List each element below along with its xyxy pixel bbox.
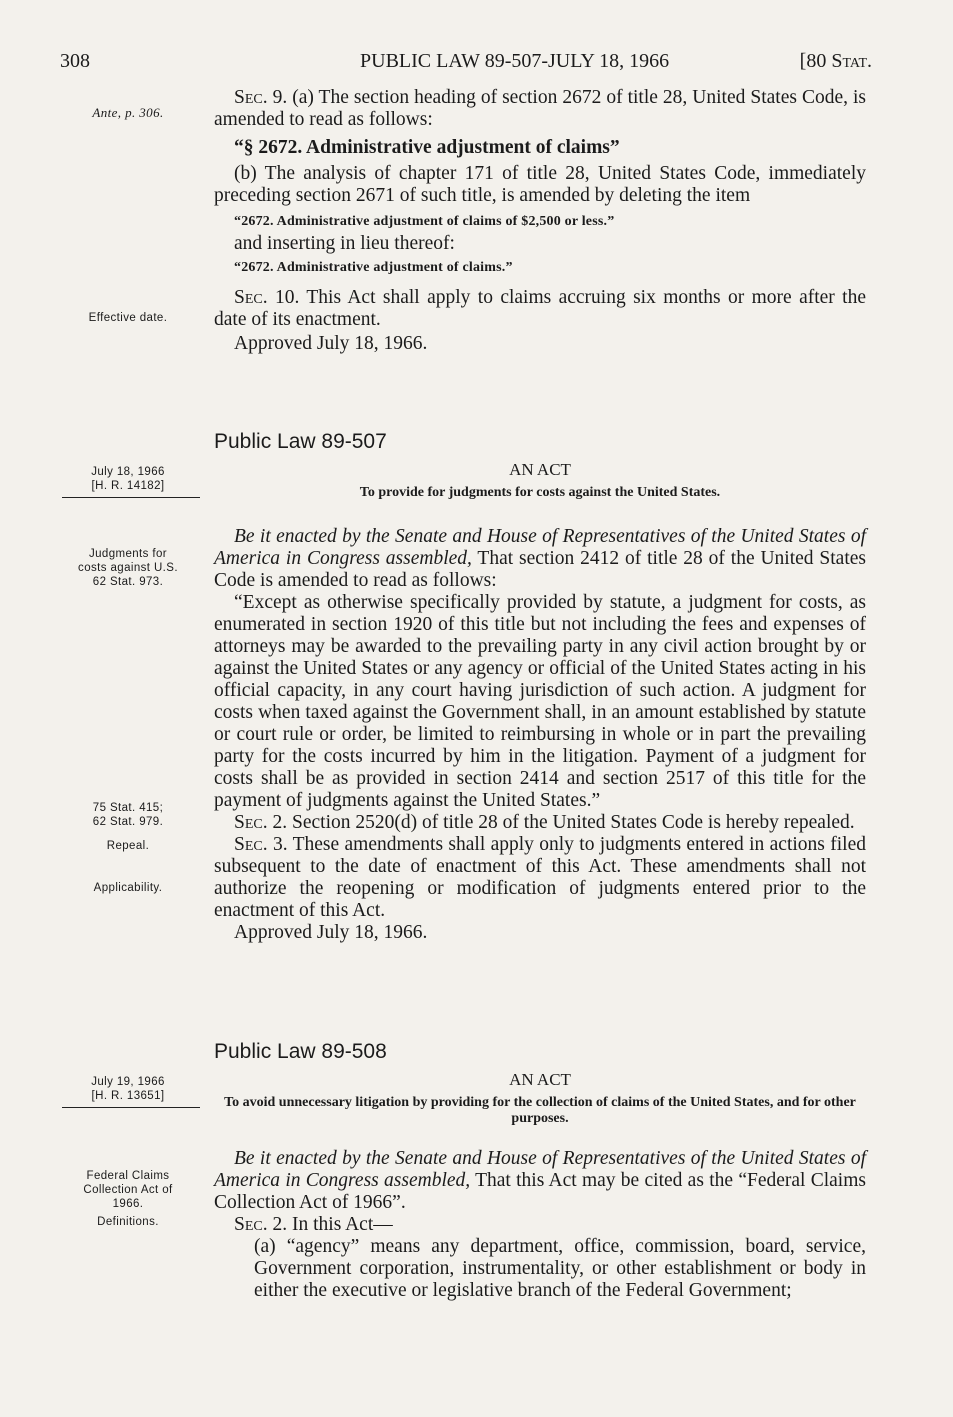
- margin-note-pl508-bill: [H. R. 13651]: [91, 1090, 165, 1102]
- section-9: Sec. 9. (a) The section heading of section 2672 of title 28, United States Code, is amended to read as follows: “§ 2672. Administrative adjustment of claims” (b) The analysis of chapter 171 of title 28, United States Code, immediately preceding section 2671 of such title, is amended by deleting the item “2672. Administrative adjustment of claims of $2,500 or less.” and inserting in lieu thereof: “2672. Administrative adjustment of claims.” Sec. 10. This Act shall apply to claims accruing six months or more after the date of its enactment. Approved July 18, 1966.: [214, 87, 867, 354]
- margin-note-fcca: Federal Claims Collection Act of 1966.: [83, 1170, 173, 1210]
- margin-note-pl507-date: July 18, 1966: [91, 466, 165, 478]
- margin-note-definitions: Definitions.: [97, 1216, 159, 1228]
- margin-note-applicability: Applicability.: [93, 882, 163, 894]
- public-law-89-507-body: Be it enacted by the Senate and House of Representatives of the United States of America in Congress assembled, That section 2412 of title 28 of the United States Code is amended to read as follows: “Except as otherwise specifically provided by statute, a judgment for costs, as enumerated in section 1920 of this title but not including the fees and expenses of attorneys may be awarded to the prevailing party in any civil action brought by or against the United States or any agency or official of the United States acting in his official capacity, in any court having jurisdiction of such action. A judgment for costs when taxed against the Government shall, in an amount established by statute or court rule or order, be limited to reimbursing in whole or in part the prevailing party for the costs incurred by him in the litigation. Payment of a judgment for costs shall be as provided in section 2414 and section 2517 of this title for the payment of judgments against the United States.” Sec. 2. Section 2520(d) of title 28 of the United States Code is hereby repealed. Sec. 3. These amendments shall apply only to judgments entered in actions filed subsequent to the date of enactment of this Act. These amendments shall not authorize the reopening or modification of judgments entered prior to the enactment of this Act. Approved July 18, 1966.: [214, 526, 866, 943]
- act-purpose: To provide for judgments for costs against the United States.: [359, 485, 721, 500]
- margin-rule: [62, 1107, 200, 1108]
- page-number: 308: [60, 50, 90, 72]
- section-heading: “§ 2672. Administrative adjustment of claims”: [234, 137, 620, 158]
- page-header: [60, 50, 872, 76]
- stat-reference: [80 Stat.: [799, 50, 872, 72]
- an-act-label: AN ACT: [509, 1070, 571, 1089]
- margin-note-stat-refs: 75 Stat. 415; 62 Stat. 979.: [92, 802, 164, 828]
- act-purpose: To avoid unnecessary litigation by providing for the collection of claims of the United States, and for other purposes.: [224, 1095, 856, 1126]
- public-law-89-508-body: Be it enacted by the Senate and House of Representatives of the United States of America in Congress assembled, That this Act may be cited as the “Federal Claims Collection Act of 1966”. Sec. 2. In this Act— (a) “agency” means any department, office, commission, board, service, Government corporation, instrumentality, or other establishment or body in either the executive or legislative branch of the Federal Government;: [214, 1148, 866, 1301]
- an-act-label: AN ACT: [509, 460, 571, 479]
- public-law-89-508-title: Public Law 89-508: [214, 1040, 387, 1063]
- margin-note-repeal: Repeal.: [106, 840, 150, 852]
- margin-note-pl507-bill: [H. R. 14182]: [91, 480, 165, 492]
- margin-note-judgments: Judgments for costs against U.S. 62 Stat. 973.: [78, 548, 178, 588]
- public-law-89-507-title: Public Law 89-507: [214, 430, 387, 453]
- approval-line: Approved July 18, 1966.: [234, 922, 428, 943]
- margin-note-pl508-date: July 19, 1966: [91, 1076, 165, 1088]
- approval-line: Approved July 18, 1966.: [234, 333, 428, 354]
- margin-note-effective-date: Effective date.: [88, 312, 168, 324]
- margin-rule: [62, 497, 200, 498]
- running-title: PUBLIC LAW 89-507-JULY 18, 1966: [360, 50, 670, 72]
- margin-note-ante: Ante, p. 306.: [92, 105, 164, 120]
